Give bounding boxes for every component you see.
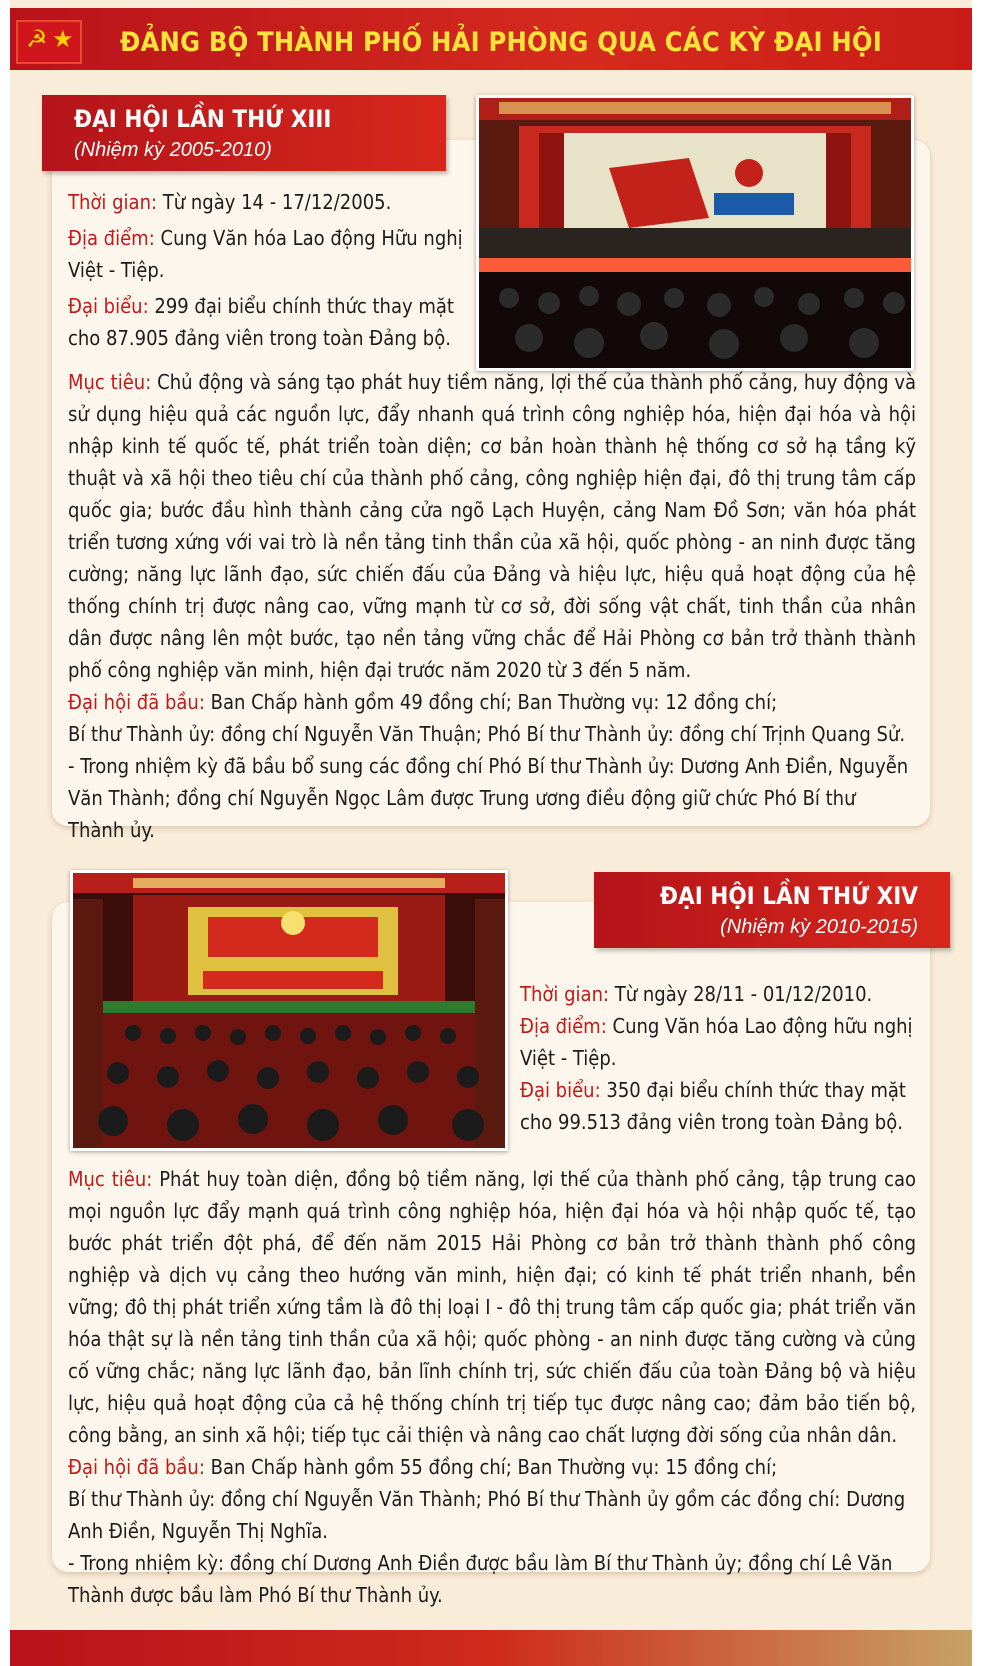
delegates-label: Đại biểu: — [520, 1078, 601, 1102]
congress-13-facts — [68, 186, 468, 354]
congress-14-goal — [68, 1163, 916, 1451]
goal-value: Phát huy toàn diện, đồng bộ tiềm năng, lợi thế của thành phố cảng, tập trung cao mọi nguồn lực đẩy mạnh quá trình công nghiệp hóa, hiện đại hóa và hội nhập quốc tế, tạo bước phát triển đột phá, để đến năm 2015 Hải Phòng cơ bản trở thành thành phố công nghiệp và dịch vụ cảng theo hướng văn minh, hiện đại; có kinh tế phát triển nhanh, bền vững; đô thị phát triển xứng tầm là đô thị loại I - đô thị trung tâm cấp quốc gia; phát triển văn hóa thật sự là nền tảng tinh thần của xã hội; quốc phòng - an ninh được tăng cường và củng cố vững chắc; năng lực lãnh đạo, bản lĩnh chính trị, sức chiến đấu của toàn Đảng bộ và hiệu lực, hiệu quả hoạt động của cả hệ thống chính trị tiếp tục được nâng cao; đảm bảo tiến bộ, công bằng, an sinh xã hội; tiếp tục cải thiện và nâng cao chất lượng đời sống của nhân dân. — [68, 1167, 917, 1447]
congress-14-facts — [520, 978, 918, 1138]
delegates-value: 299 đại biểu chính thức thay mặt cho 87.905 đảng viên trong toàn Đảng bộ. — [68, 294, 454, 350]
congress-auditorium-photo-icon — [73, 873, 505, 1148]
elected-label: Đại hội đã bầu: — [68, 690, 205, 714]
congress-13-delegates — [68, 290, 468, 354]
congress-13-place — [68, 222, 468, 286]
time-label: Thời gian: — [68, 190, 158, 214]
congress-14-title: ĐẠI HỘI LẦN THỨ XIV — [659, 882, 918, 910]
congress-14-notes: - Trong nhiệm kỳ: đồng chí Dương Anh Điền được bầu làm Bí thư Thành ủy; đồng chí Lê Văn Thành được bầu làm Phó Bí thư Thành ủy. — [68, 1551, 893, 1607]
congress-13-leaders: Bí thư Thành ủy: đồng chí Nguyễn Văn Thuận; Phó Bí thư Thành ủy: đồng chí Trịnh Quang Sử. — [68, 722, 906, 746]
delegates-label: Đại biểu: — [68, 294, 149, 318]
star-icon: ★ — [52, 26, 74, 53]
time-label: Thời gian: — [520, 982, 610, 1006]
party-flag-icon — [16, 20, 82, 64]
infographic-page — [10, 0, 972, 1666]
congress-14-photo — [70, 870, 508, 1151]
congress-14-details — [68, 1163, 916, 1611]
page-title: ĐẢNG BỘ THÀNH PHỐ HẢI PHÒNG QUA CÁC KỲ ĐẠI HỘI — [120, 27, 882, 58]
goal-value: Chủ động và sáng tạo phát huy tiềm năng, lợi thế của thành phố cảng, huy động và sử dụng hiệu quả các nguồn lực, đẩy nhanh quá trình công nghiệp hóa, hiện đại hóa và hội nhập kinh tế quốc tế, phát triển toàn diện; cơ bản hoàn thành hệ thống cơ sở hạ tầng kỹ thuật và xã hội theo tiêu chí của thành phố cảng, công nghiệp hiện đại, đô thị trung tâm cấp quốc gia; bước đầu hình thành cảng cửa ngõ Lạch Huyện, cảng Nam Đồ Sơn; văn hóa phát triển tương xứng với vai trò là nền tảng tinh thần của xã hội, quốc phòng - an ninh được tăng cường; năng lực lãnh đạo, sức chiến đấu của Đảng và hiệu lực, hiệu quả hoạt động của hệ thống chính trị được nâng cao, vững mạnh từ cơ sở, đời sống vật chất, tinh thần của nhân dân được nâng lên một bước, tạo nền tảng vững chắc để Hải Phòng cơ bản trở thành thành phố công nghiệp văn minh, hiện đại trước năm 2020 từ 3 đến 5 năm. — [68, 370, 917, 682]
elected-value: Ban Chấp hành gồm 49 đồng chí; Ban Thường vụ: 12 đồng chí; — [210, 690, 778, 714]
delegates-value: 350 đại biểu chính thức thay mặt cho 99.513 đảng viên trong toàn Đảng bộ. — [520, 1078, 906, 1134]
congress-13-term: (Nhiệm kỳ 2005-2010) — [74, 139, 272, 161]
congress-13-photo — [476, 95, 914, 371]
congress-14-time — [520, 978, 918, 1010]
place-value: Cung Văn hóa Lao động Hữu nghị Việt - Tiệp. — [68, 226, 463, 282]
time-value: Từ ngày 14 - 17/12/2005. — [162, 190, 392, 214]
congress-14-term: (Nhiệm kỳ 2010-2015) — [720, 916, 918, 938]
congress-14-ribbon — [594, 872, 950, 948]
header-banner — [10, 8, 972, 70]
congress-13-ribbon — [42, 95, 446, 171]
place-value: Cung Văn hóa Lao động hữu nghị Việt - Tiệp. — [520, 1014, 913, 1070]
goal-label: Mục tiêu: — [68, 370, 152, 394]
congress-14-place — [520, 1010, 918, 1074]
congress-13-notes: - Trong nhiệm kỳ đã bầu bổ sung các đồng chí Phó Bí thư Thành ủy: Dương Anh Điền, Nguyễn Văn Thành; đồng chí Nguyễn Ngọc Lâm được Trung ương điều động giữ chức Phó Bí thư Thành ủy. — [68, 754, 909, 842]
congress-13-title: ĐẠI HỘI LẦN THỨ XIII — [74, 105, 332, 133]
goal-label: Mục tiêu: — [68, 1167, 153, 1191]
elected-label: Đại hội đã bầu: — [68, 1455, 205, 1479]
congress-13-time — [68, 186, 468, 218]
elected-value: Ban Chấp hành gồm 55 đồng chí; Ban Thường vụ: 15 đồng chí; — [210, 1455, 778, 1479]
congress-14-elected — [68, 1451, 916, 1483]
footer-band — [10, 1630, 972, 1666]
congress-13-elected — [68, 686, 916, 718]
congress-hall-photo-icon — [479, 98, 911, 368]
place-label: Địa điểm: — [520, 1014, 607, 1038]
congress-13-details — [68, 366, 916, 846]
time-value: Từ ngày 28/11 - 01/12/2010. — [614, 982, 873, 1006]
place-label: Địa điểm: — [68, 226, 155, 250]
congress-13-goal — [68, 366, 916, 686]
congress-14-leaders: Bí thư Thành ủy: đồng chí Nguyễn Văn Thành; Phó Bí thư Thành ủy gồm các đồng chí: Dương Anh Điền, Nguyễn Thị Nghĩa. — [68, 1487, 906, 1543]
congress-14-delegates — [520, 1074, 918, 1138]
hammer-sickle-icon: ☭ — [26, 26, 48, 53]
